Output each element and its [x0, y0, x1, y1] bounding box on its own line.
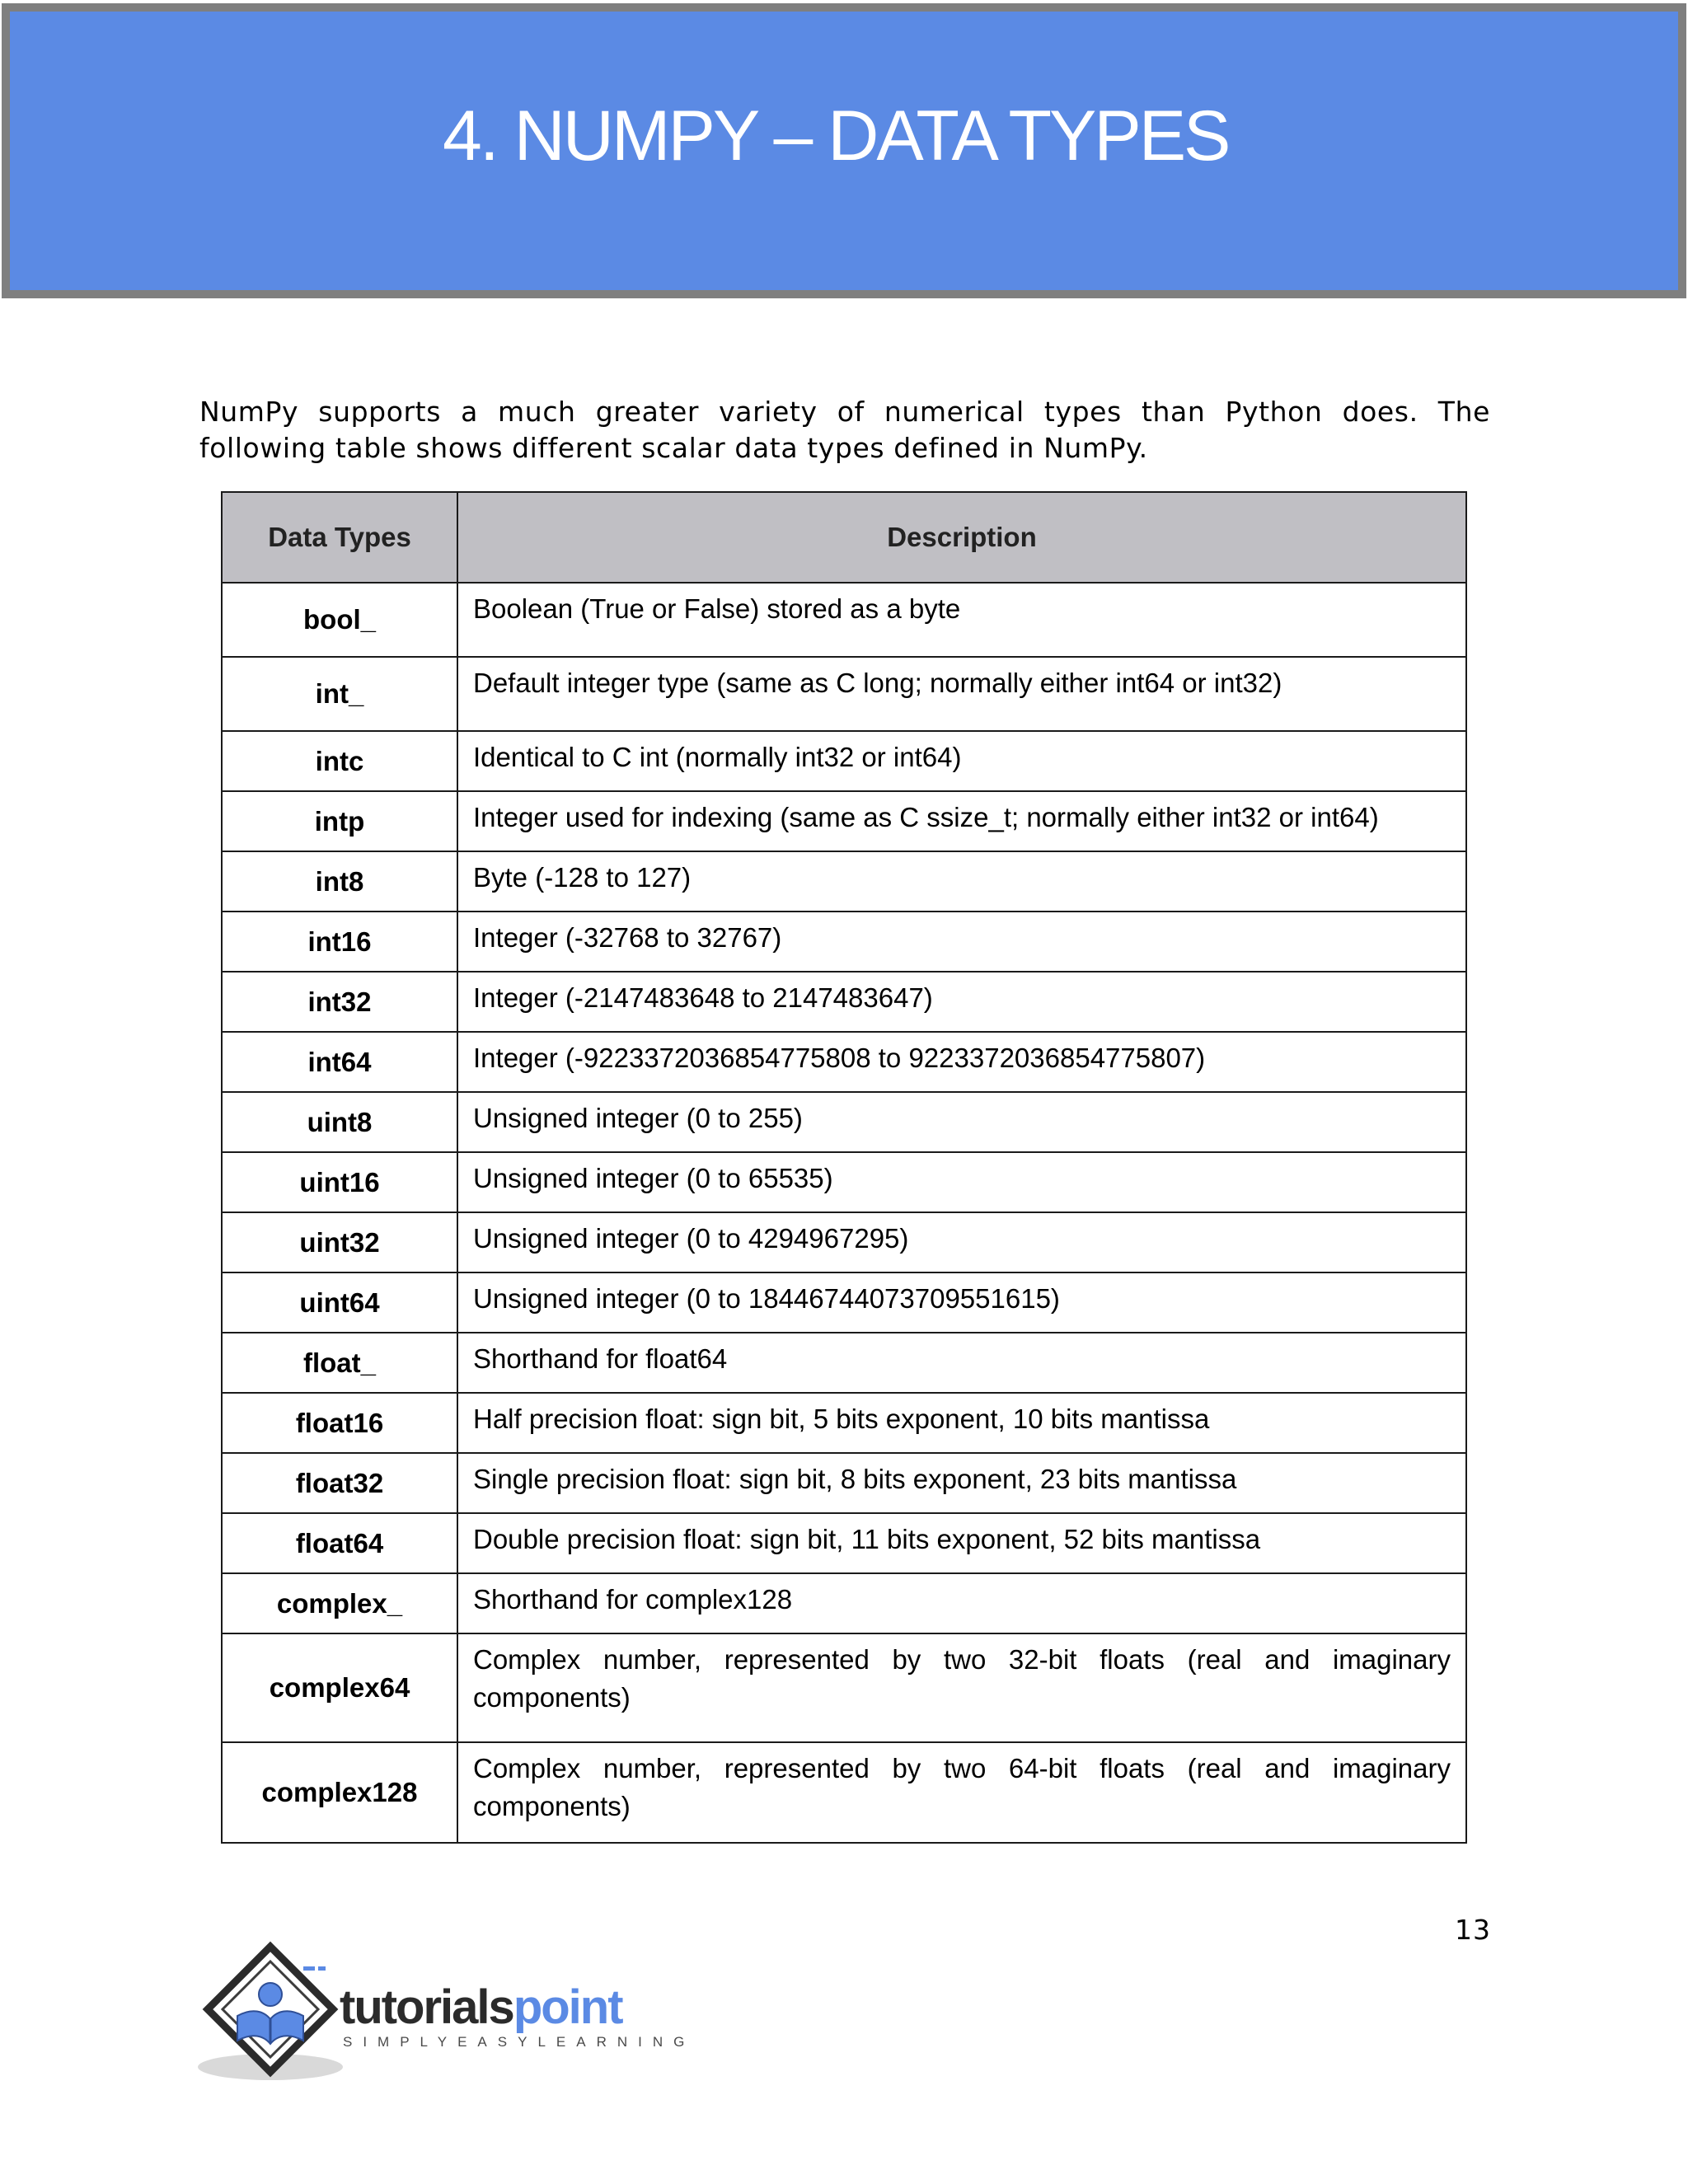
- table-row: [222, 1333, 1466, 1393]
- description-cell: Half precision float: sign bit, 5 bits exponent, 10 bits mantissa: [457, 1393, 1466, 1453]
- table-row: [222, 1152, 1466, 1212]
- type-cell: uint8: [222, 1092, 457, 1152]
- description-cell: Identical to C int (normally int32 or int64): [457, 731, 1466, 791]
- tutorialspoint-logo-icon: [195, 1937, 343, 2102]
- table-row: [222, 1393, 1466, 1453]
- chapter-banner: [2, 3, 1686, 298]
- table-row: [222, 1212, 1466, 1272]
- description-cell: Byte (-128 to 127): [457, 851, 1466, 912]
- chapter-title: 4. NUMPY – DATA TYPES: [443, 96, 1229, 176]
- page-number: 13: [1455, 1914, 1491, 1946]
- type-cell: float64: [222, 1513, 457, 1573]
- table-row: [222, 1513, 1466, 1573]
- description-cell: Unsigned integer (0 to 4294967295): [457, 1212, 1466, 1272]
- table-row: [222, 851, 1466, 912]
- type-cell: float32: [222, 1453, 457, 1513]
- type-cell: uint64: [222, 1272, 457, 1333]
- type-cell: int8: [222, 851, 457, 912]
- description-cell: Integer (-2147483648 to 2147483647): [457, 972, 1466, 1032]
- table-row: [222, 731, 1466, 791]
- table-row: [222, 912, 1466, 972]
- type-cell: complex128: [222, 1742, 457, 1843]
- description-cell: Shorthand for float64: [457, 1333, 1466, 1393]
- table-row: [222, 583, 1466, 657]
- description-cell: Unsigned integer (0 to 255): [457, 1092, 1466, 1152]
- type-cell: uint32: [222, 1212, 457, 1272]
- description-cell: Integer (-32768 to 32767): [457, 912, 1466, 972]
- table-row: [222, 1573, 1466, 1633]
- table-row: [222, 657, 1466, 731]
- intro-paragraph: NumPy supports a much greater variety of numerical types than Python does. The following table shows different scalar data types defined in NumPy.: [199, 396, 1490, 464]
- type-cell: int_: [222, 657, 457, 731]
- tutorialspoint-logo: [195, 1937, 706, 2102]
- description-cell: Integer used for indexing (same as C ssize_t; normally either int32 or int64): [457, 791, 1466, 851]
- type-cell: intp: [222, 791, 457, 851]
- table-row: [222, 791, 1466, 851]
- description-cell: Shorthand for complex128: [457, 1573, 1466, 1633]
- description-cell: Unsigned integer (0 to 65535): [457, 1152, 1466, 1212]
- description-cell: Unsigned integer (0 to 18446744073709551615): [457, 1272, 1466, 1333]
- description-cell: Complex number, represented by two 64-bit floats (real and imaginary components): [457, 1742, 1466, 1843]
- description-cell: Integer (-9223372036854775808 to 9223372036854775807): [457, 1032, 1466, 1092]
- type-cell: complex64: [222, 1633, 457, 1742]
- table-row: [222, 1633, 1466, 1742]
- type-cell: intc: [222, 731, 457, 791]
- description-cell: Single precision float: sign bit, 8 bits exponent, 23 bits mantissa: [457, 1453, 1466, 1513]
- type-cell: complex_: [222, 1573, 457, 1633]
- type-cell: int16: [222, 912, 457, 972]
- table-row: [222, 1092, 1466, 1152]
- logo-wordmark-dark: tutorials: [340, 1980, 513, 2034]
- type-cell: int64: [222, 1032, 457, 1092]
- header-description: Description: [457, 492, 1466, 583]
- description-cell: Boolean (True or False) stored as a byte: [457, 583, 1466, 657]
- logo-tagline: SIMPLYEASYLEARNING: [343, 2034, 696, 2050]
- type-cell: float16: [222, 1393, 457, 1453]
- table-row: [222, 1272, 1466, 1333]
- table-row: [222, 1742, 1466, 1843]
- table-row: [222, 972, 1466, 1032]
- type-cell: uint16: [222, 1152, 457, 1212]
- table-row: [222, 1032, 1466, 1092]
- logo-wordmark: [340, 1980, 622, 2035]
- table-header-row: [222, 492, 1466, 583]
- type-cell: bool_: [222, 583, 457, 657]
- header-data-types: Data Types: [222, 492, 457, 583]
- table-row: [222, 1453, 1466, 1513]
- description-cell: Complex number, represented by two 32-bit floats (real and imaginary components): [457, 1633, 1466, 1742]
- data-types-table: [221, 491, 1467, 1844]
- description-cell: Double precision float: sign bit, 11 bits exponent, 52 bits mantissa: [457, 1513, 1466, 1573]
- description-cell: Default integer type (same as C long; normally either int64 or int32): [457, 657, 1466, 731]
- logo-wordmark-blue: point: [513, 1980, 622, 2034]
- type-cell: float_: [222, 1333, 457, 1393]
- type-cell: int32: [222, 972, 457, 1032]
